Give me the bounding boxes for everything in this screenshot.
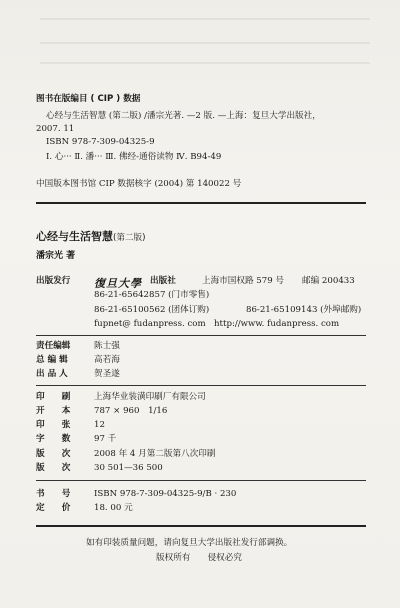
publisher-name: 出版社 — [150, 276, 176, 286]
book-title — [36, 230, 146, 245]
logo-text: 復旦大學 — [94, 277, 142, 290]
spec-label: 印 刷 — [36, 392, 71, 402]
spec-label: 版 次 — [36, 463, 71, 473]
staff-value: 贺圣遂 — [94, 369, 120, 379]
edition-text: (第二版) — [113, 233, 146, 243]
cip-record: 中国版本图书馆 CIP 数据核字 (2004) 第 140022 号 — [36, 179, 242, 189]
bleed-through — [40, 62, 370, 64]
isbn-value: ISBN 978-7-309-04325-9/B · 230 — [94, 489, 237, 499]
staff-label: 出 品 人 — [36, 369, 68, 379]
cip-heading: 图书在版编目 ( CIP ) 数据 — [36, 94, 141, 104]
spec-value: 787 × 960 1/16 — [94, 406, 168, 416]
cip-line: 心经与生活智慧 (第二版) /潘宗光著. —2 版. —上海：复旦大学出版社， — [46, 111, 321, 121]
email: fupnet@ fudanpress. com — [94, 319, 206, 329]
spec-value: 2008 年 4 月第二版第八次印刷 — [94, 449, 216, 459]
staff-label: 责任编辑 — [36, 341, 71, 351]
website: http://www. fudanpress. com — [214, 319, 340, 329]
spec-value: 97 千 — [94, 434, 117, 444]
quality-notice: 如有印装质量问题，请向复旦大学出版社发行部调换。 — [86, 538, 293, 548]
bleed-through — [40, 18, 370, 20]
fudan-logo — [94, 275, 142, 291]
divider — [36, 335, 366, 336]
rights-reserved: 版权所有 侵权必究 — [156, 553, 242, 563]
isbn-label: 书 号 — [36, 489, 71, 499]
divider — [36, 525, 366, 527]
cip-line: 2007. 11 — [36, 124, 75, 134]
spec-value: 30 501—36 500 — [94, 463, 163, 473]
divider — [36, 385, 366, 386]
staff-value: 高若海 — [94, 355, 120, 365]
divider — [36, 202, 366, 204]
publisher-address: 上海市国权路 579 号 — [202, 276, 285, 286]
phone: 86-21-65109143 (外埠邮购) — [246, 305, 362, 315]
spec-label: 版 次 — [36, 449, 71, 459]
price-value: 18. 00 元 — [94, 503, 133, 513]
staff-value: 陈士强 — [94, 341, 120, 351]
spec-label: 开 本 — [36, 406, 71, 416]
divider — [36, 480, 366, 481]
publisher-label: 出版发行 — [36, 276, 71, 286]
spec-value: 12 — [94, 420, 105, 430]
publisher-postcode: 邮编 200433 — [302, 276, 355, 286]
phone: 86-21-65642857 (门市零售) — [94, 290, 210, 300]
price-label: 定 价 — [36, 503, 71, 513]
cip-line: ISBN 978-7-309-04325-9 — [46, 137, 155, 147]
book-author: 潘宗光 著 — [36, 251, 76, 261]
bleed-through — [40, 42, 370, 44]
cip-line: Ⅰ. 心··· Ⅱ. 潘··· Ⅲ. 佛经-通俗读物 Ⅳ. B94-49 — [46, 152, 222, 162]
staff-label: 总 编 辑 — [36, 355, 68, 365]
spec-label: 字 数 — [36, 434, 71, 444]
spec-label: 印 张 — [36, 420, 71, 430]
spec-value: 上海华业装潢印刷厂有限公司 — [94, 392, 206, 402]
phone: 86-21-65100562 (团体订购) — [94, 305, 210, 315]
title-text: 心经与生活智慧 — [36, 230, 113, 243]
